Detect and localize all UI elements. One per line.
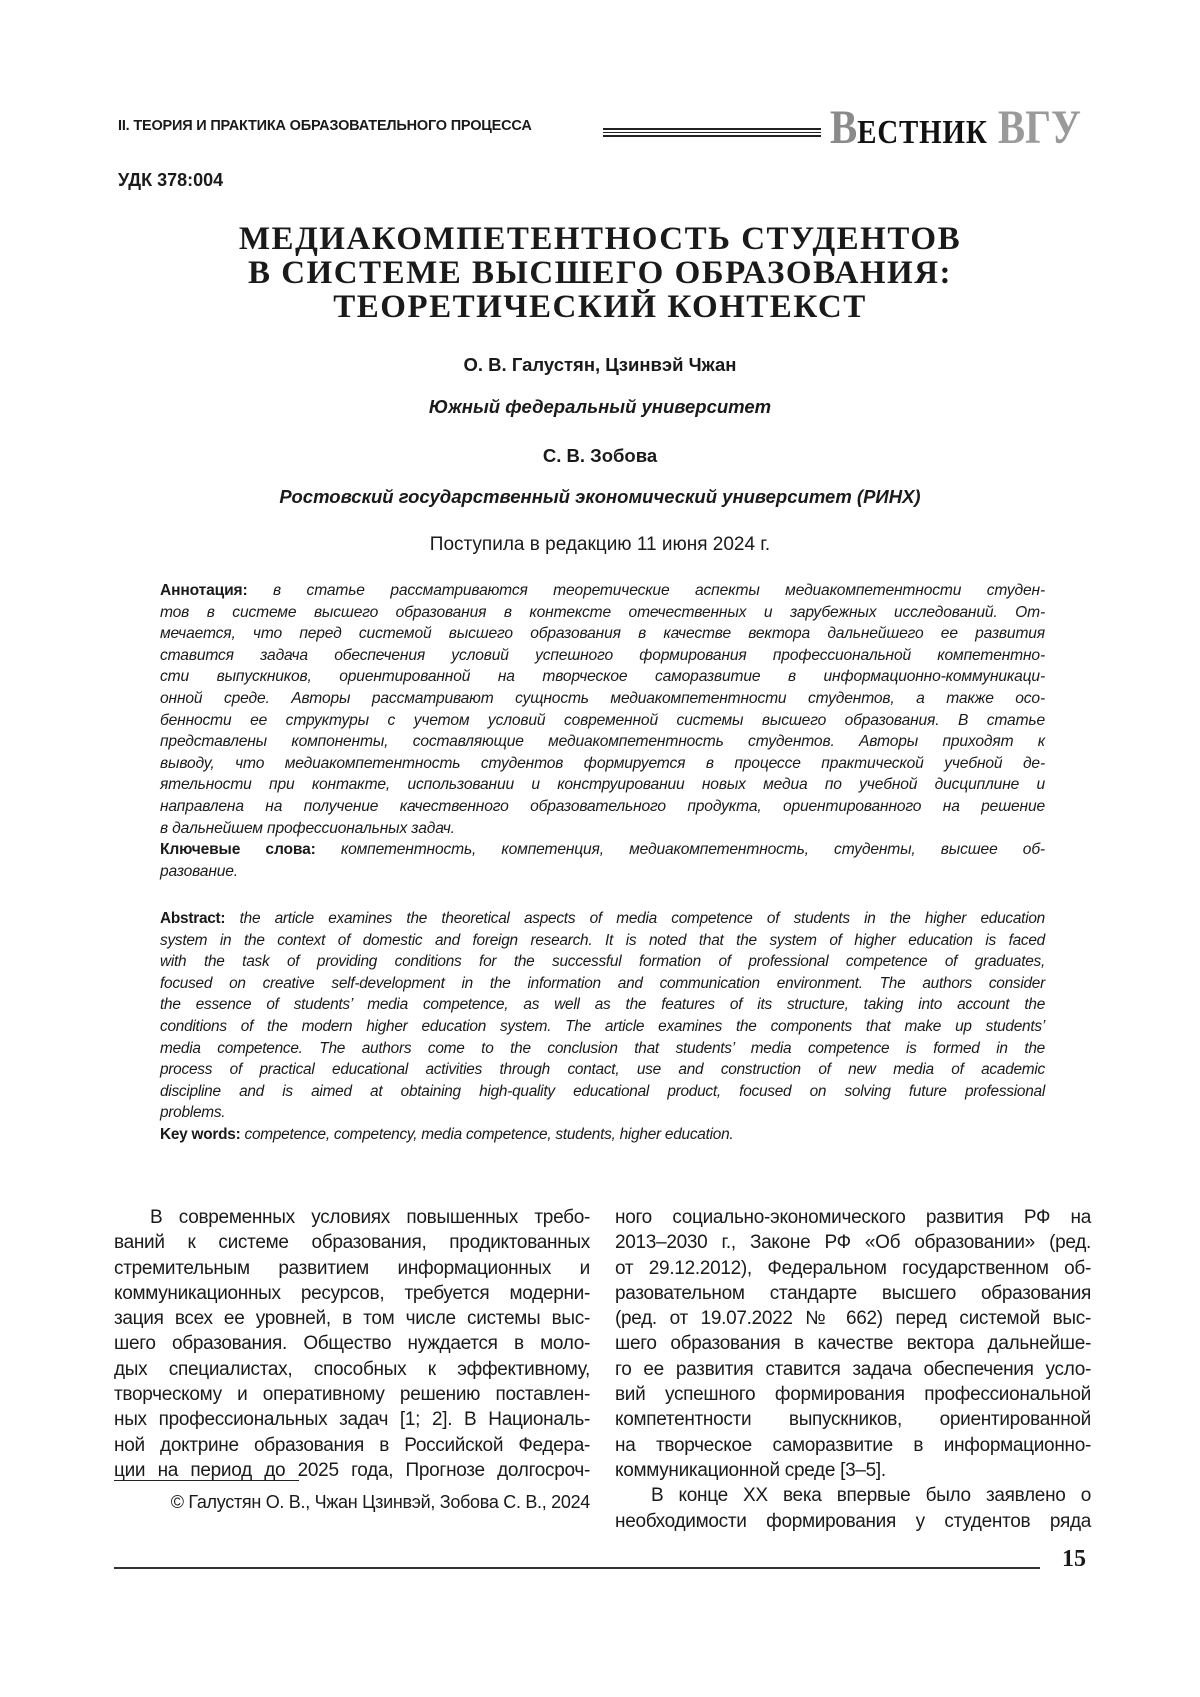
title-line: МЕДИАКОМПЕТЕНТНОСТЬ СТУДЕНТОВ — [0, 222, 1200, 256]
text-line — [160, 645, 1045, 667]
logo-abbr: ВГУ — [998, 101, 1081, 154]
body-line: коммуникационной среде [3–5]. — [615, 1458, 1091, 1483]
text-line — [160, 666, 1045, 688]
article-title — [0, 222, 1200, 324]
footnote-rule — [114, 1480, 299, 1481]
body-line: стремительным развитием информационных и — [114, 1256, 590, 1281]
body-line: ной доктрине образования в Российской Федера- — [114, 1433, 590, 1458]
line-text: system in the context of domestic and foreign research. It is noted that the system of higher education is faced — [160, 932, 1045, 949]
body-line: ных профессиональных задач [1; 2]. В Националь- — [114, 1407, 590, 1432]
received-date: Поступила в редакцию 11 июня 2024 г. — [0, 534, 1200, 556]
text-line — [160, 710, 1045, 732]
line-text: в статье рассматриваются теоретические аспекты медиакомпетентности студен- — [273, 582, 1045, 599]
body-line: шего образования. Общество нуждается в моло- — [114, 1331, 590, 1356]
body-line: компетентности выпускников, ориентированной — [615, 1407, 1091, 1432]
text-line — [160, 753, 1045, 775]
line-text: problems. — [160, 1104, 225, 1121]
line-text: the article examines the theoretical aspects of media competence of students in the higher education — [240, 910, 1045, 927]
line-text: выводу, что медиакомпетентность студентов формируется в процессе практической учебной де- — [160, 755, 1045, 772]
authors-1: О. В. Галустян, Цзинвэй Чжан — [0, 354, 1200, 376]
body-line: ваний к системе образования, продиктованных — [114, 1230, 590, 1255]
copyright-footnote: © Галустян О. В., Чжан Цзинвэй, Зобова С. В., 2024 — [114, 1492, 590, 1513]
keywords-label: Key words: — [160, 1126, 240, 1143]
body-line: дых специалистах, способных к эффективному, — [114, 1357, 590, 1382]
annotation-label: Аннотация: — [160, 582, 248, 599]
text-line — [160, 796, 1045, 818]
text-line — [160, 1124, 1045, 1146]
body-line: от 29.12.2012), Федеральном государственном об- — [615, 1256, 1091, 1281]
text-line — [160, 1038, 1045, 1060]
header-rule — [603, 128, 821, 137]
text-line — [160, 951, 1045, 973]
body-line: (ред. от 19.07.2022 № 662) перед системой выс- — [615, 1306, 1091, 1331]
keywords-label: Ключевые слова: — [160, 841, 316, 858]
text-line — [160, 908, 1045, 930]
line-text: ятельности при контакте, использовании и конструировании новых медиа по учебной дисциплине и — [160, 776, 1045, 793]
line-text: разование. — [160, 863, 238, 880]
text-line — [160, 994, 1045, 1016]
line-text: представлены компоненты, составляющие медиакомпетентность студентов. Авторы приходят к — [160, 733, 1045, 750]
text-line — [160, 1016, 1045, 1038]
logo-word: ЕСТНИК — [857, 114, 987, 151]
footer-rule — [114, 1567, 1040, 1569]
body-line: В конце XX века впервые было заявлено о — [615, 1483, 1091, 1508]
text-line — [160, 774, 1045, 796]
udk-code: УДК 378:004 — [118, 170, 223, 191]
text-line — [160, 623, 1045, 645]
text-line — [160, 1059, 1045, 1081]
line-text: в дальнейшем профессиональных задач. — [160, 820, 455, 837]
text-line — [160, 602, 1045, 624]
line-text: компетентность, компетенция, медиакомпетентность, студенты, высшее об- — [341, 841, 1045, 858]
line-text: focused on creative self-development in the information and communication environment. The authors consider — [160, 975, 1045, 992]
body-line: творческому и оперативному решению поставлен- — [114, 1382, 590, 1407]
annotation-ru — [160, 580, 1045, 882]
abstract-label: Abstract: — [160, 910, 225, 927]
body-line: ного социально-экономического развития РФ на — [615, 1205, 1091, 1230]
text-line — [160, 839, 1045, 861]
line-text: направлена на получение качественного образовательного продукта, ориентированного на решение — [160, 798, 1045, 815]
line-text: the essence of students’ media competence, as well as the features of its structure, taking into account the — [160, 996, 1045, 1013]
journal-logo — [830, 100, 1081, 155]
body-line: шего образования в качестве вектора дальнейше- — [615, 1331, 1091, 1356]
text-line — [160, 930, 1045, 952]
body-line: В современных условиях повышенных требо- — [114, 1205, 590, 1230]
title-line: В СИСТЕМЕ ВЫСШЕГО ОБРАЗОВАНИЯ: — [0, 256, 1200, 290]
text-line — [160, 973, 1045, 995]
title-line: ТЕОРЕТИЧЕСКИЙ КОНТЕКСТ — [0, 290, 1200, 324]
line-text: discipline and is aimed at obtaining high-quality educational product, focused on solving future professional — [160, 1083, 1045, 1100]
text-line — [160, 688, 1045, 710]
line-text: сти выпускников, ориентированной на творческое саморазвитие в информационно-коммуникаци- — [160, 668, 1045, 685]
line-text: with the task of providing conditions for the successful formation of professional competence of graduates, — [160, 953, 1045, 970]
body-line: 2013–2030 г., Законе РФ «Об образовании» (ред. — [615, 1230, 1091, 1255]
text-line — [160, 861, 1045, 883]
line-text: competence, competency, media competence, students, higher education. — [245, 1126, 734, 1143]
body-line: вий успешного формирования профессиональной — [615, 1382, 1091, 1407]
body-line: зация всех ее уровней, в том числе системы выс- — [114, 1306, 590, 1331]
page-number: 15 — [1062, 1546, 1086, 1573]
affiliation-1: Южный федеральный университет — [0, 396, 1200, 418]
body-line: разовательном стандарте высшего образования — [615, 1281, 1091, 1306]
body-line: коммуникационных ресурсов, требуется модерни- — [114, 1281, 590, 1306]
affiliation-2: Ростовский государственный экономический университет (РИНХ) — [0, 486, 1200, 508]
line-text: process of practical educational activities through contact, use and construction of new media of academic — [160, 1061, 1045, 1078]
line-text: ставится задача обеспечения условий успешного формирования профессиональной компетентно- — [160, 647, 1045, 664]
body-line: на творческое саморазвитие в информационно- — [615, 1433, 1091, 1458]
authors-2: С. В. Зобова — [0, 445, 1200, 467]
text-line — [160, 818, 1045, 840]
line-text: онной среде. Авторы рассматривают сущность медиакомпетентности студентов, а также осо- — [160, 690, 1045, 707]
line-text: тов в системе высшего образования в контексте отечественных и зарубежных исследований. От- — [160, 604, 1045, 621]
text-line — [160, 731, 1045, 753]
body-line: необходимости формирования у студентов ряда — [615, 1509, 1091, 1534]
line-text: conditions of the modern higher education system. The article examines the components that make up students’ — [160, 1018, 1045, 1035]
body-column-left — [114, 1205, 590, 1483]
body-column-right — [615, 1205, 1091, 1534]
text-line — [160, 1081, 1045, 1103]
line-text: media competence. The authors come to the conclusion that students’ media competence is formed in the — [160, 1040, 1045, 1057]
line-text: мечается, что перед системой высшего образования в качестве вектора дальнейшего ее развития — [160, 625, 1045, 642]
text-line — [160, 580, 1045, 602]
logo-initial: В — [830, 101, 857, 154]
running-head-section: II. ТЕОРИЯ И ПРАКТИКА ОБРАЗОВАТЕЛЬНОГО ПРОЦЕССА — [118, 118, 532, 134]
body-line: ции на период до 2025 года, Прогнозе долгосроч- — [114, 1458, 590, 1483]
body-line: го ее развития ставится задача обеспечения усло- — [615, 1357, 1091, 1382]
line-text: бенности ее структуры с учетом условий современной системы высшего образования. В статье — [160, 712, 1045, 729]
text-line — [160, 1102, 1045, 1124]
abstract-en — [160, 908, 1045, 1146]
